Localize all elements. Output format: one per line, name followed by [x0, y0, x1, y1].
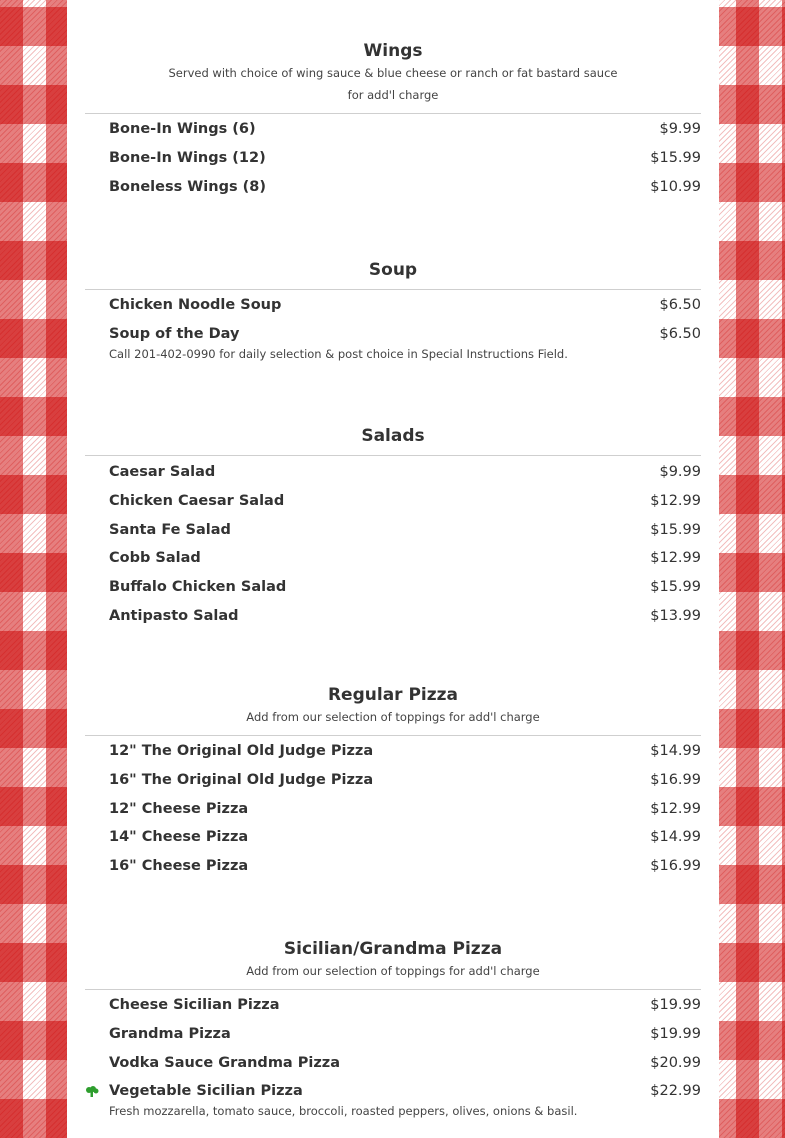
- menu-item[interactable]: [85, 1049, 701, 1078]
- menu-item[interactable]: [85, 487, 701, 516]
- menu-item[interactable]: [85, 852, 701, 881]
- menu-item[interactable]: [85, 516, 701, 545]
- item-name: Vodka Sauce Grandma Pizza: [109, 1054, 341, 1071]
- menu-item[interactable]: [85, 544, 701, 573]
- item-price: $14.99: [650, 743, 701, 759]
- item-price: $15.99: [650, 579, 701, 596]
- item-price: $6.50: [659, 325, 701, 342]
- item-price: $6.50: [659, 297, 701, 313]
- item-price: $10.99: [650, 178, 701, 195]
- menu-item[interactable]: [85, 458, 701, 487]
- item-price: $19.99: [650, 1025, 701, 1042]
- item-name: 14" Cheese Pizza: [109, 829, 249, 846]
- item-price: $19.99: [650, 997, 701, 1013]
- menu-item[interactable]: [85, 173, 701, 202]
- item-price: $12.99: [650, 492, 701, 509]
- section-title: Wings: [363, 41, 423, 61]
- broccoli-vegetarian-icon: [85, 1086, 99, 1098]
- menu-item[interactable]: [85, 823, 701, 852]
- item-name: 16" Cheese Pizza: [109, 858, 249, 875]
- item-name: Buffalo Chicken Salad: [109, 579, 287, 596]
- item-name: Cheese Sicilian Pizza: [109, 997, 280, 1013]
- item-name: 12" The Original Old Judge Pizza: [109, 743, 374, 759]
- menu-item[interactable]: [85, 573, 701, 602]
- item-price: $22.99: [650, 1083, 701, 1100]
- item-name: Bone-In Wings (12): [109, 149, 266, 166]
- item-name: Caesar Salad: [109, 464, 216, 480]
- item-price: $9.99: [659, 121, 701, 137]
- section-title: Sicilian/Grandma Pizza: [283, 939, 503, 959]
- item-note: Fresh mozzarella, tomato sauce, broccoli, roasted peppers, olives, onions & basil.: [109, 1104, 578, 1119]
- menu-item[interactable]: [85, 1020, 701, 1049]
- item-name: Grandma Pizza: [109, 1025, 231, 1042]
- menu-item[interactable]: [85, 320, 701, 349]
- section-soup: [85, 259, 701, 363]
- section-description: Add from our selection of toppings for add'l charge: [246, 964, 540, 978]
- item-price: $13.99: [650, 607, 701, 624]
- item-price: $12.99: [650, 550, 701, 567]
- item-name: Boneless Wings (8): [109, 178, 266, 195]
- item-price: $12.99: [650, 800, 701, 817]
- item-price: $14.99: [650, 829, 701, 846]
- item-price: $15.99: [650, 521, 701, 538]
- item-name: Santa Fe Salad: [109, 521, 231, 538]
- item-price: $20.99: [650, 1054, 701, 1071]
- item-name: Vegetable Sicilian Pizza: [109, 1083, 303, 1100]
- section-title: Salads: [361, 426, 425, 446]
- item-price: $15.99: [650, 149, 701, 166]
- item-name: Chicken Caesar Salad: [109, 492, 285, 509]
- menu-item[interactable]: [85, 115, 701, 144]
- item-name: Chicken Noodle Soup: [109, 297, 282, 313]
- menu-paper: [67, 0, 719, 1138]
- item-price: $16.99: [650, 858, 701, 875]
- section-salads: [85, 425, 701, 631]
- menu-item[interactable]: [85, 737, 701, 766]
- section-sicilian-grandma-pizza: [85, 938, 701, 1120]
- section-description-line: Served with choice of wing sauce & blue cheese or ranch or fat bastard sauce: [168, 66, 618, 80]
- item-name: Cobb Salad: [109, 550, 201, 567]
- section-title: Regular Pizza: [327, 685, 459, 705]
- item-name: 12" Cheese Pizza: [109, 800, 249, 817]
- section-description: Add from our selection of toppings for add'l charge: [246, 710, 540, 724]
- menu-item[interactable]: [85, 795, 701, 824]
- item-name: Soup of the Day: [109, 325, 240, 342]
- section-regular-pizza: [85, 684, 701, 881]
- item-name: Bone-In Wings (6): [109, 121, 256, 137]
- menu-item[interactable]: [85, 991, 701, 1020]
- section-wings: [85, 40, 701, 201]
- menu-item[interactable]: [85, 1077, 701, 1106]
- item-price: $9.99: [659, 464, 701, 480]
- item-note: Call 201-402-0990 for daily selection & post choice in Special Instructions Field.: [109, 346, 568, 361]
- section-description-line: for add'l charge: [347, 88, 439, 102]
- menu-item[interactable]: [85, 144, 701, 173]
- section-description: [158, 62, 628, 106]
- item-name: 16" The Original Old Judge Pizza: [109, 771, 374, 788]
- menu-item[interactable]: [85, 291, 701, 320]
- menu-item[interactable]: [85, 766, 701, 795]
- menu-item[interactable]: [85, 602, 701, 631]
- item-price: $16.99: [650, 771, 701, 788]
- item-name: Antipasto Salad: [109, 607, 239, 624]
- section-title: Soup: [368, 260, 418, 280]
